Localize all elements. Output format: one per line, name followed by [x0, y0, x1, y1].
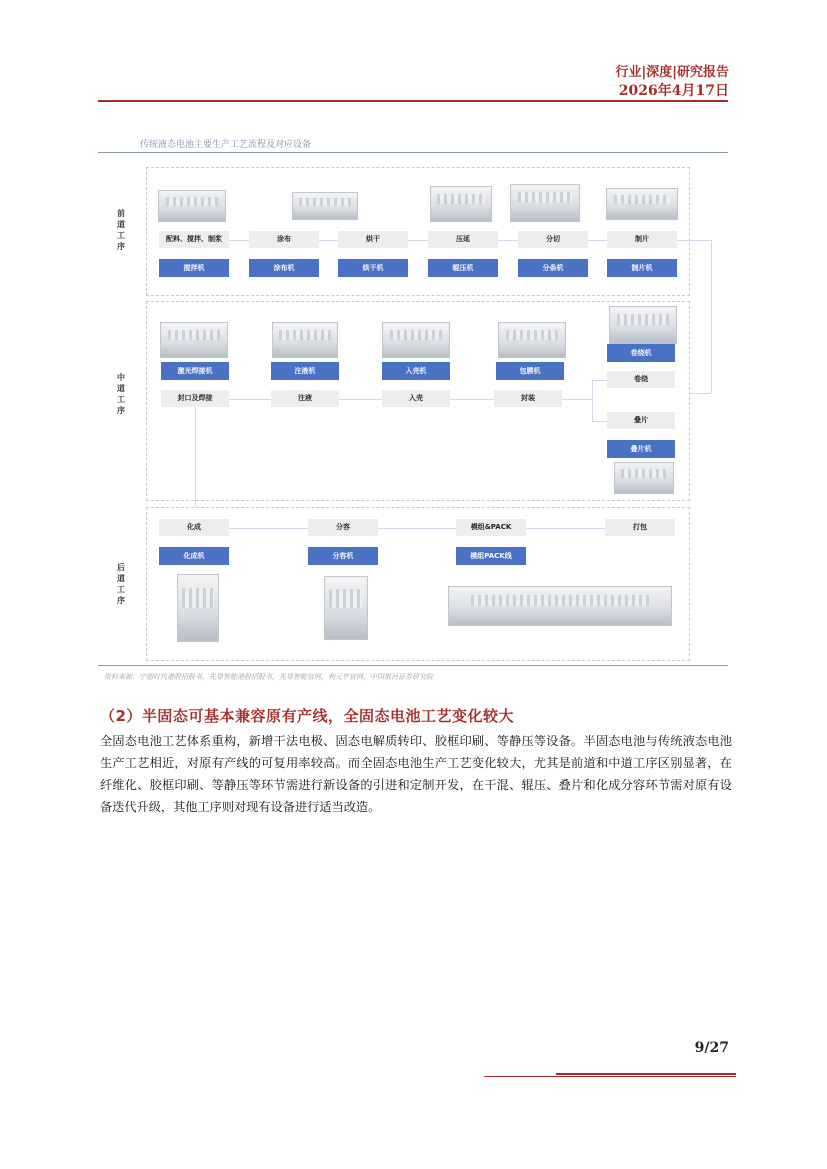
filler-image: [272, 322, 338, 358]
section-title: （2）半固态可基本兼容原有产线，全固态电池工艺变化较大: [100, 707, 514, 725]
back-step-3: 模组&PACK: [456, 519, 526, 536]
middle-step-4: 封装: [494, 390, 562, 407]
footer-rule-thick: [556, 1073, 736, 1075]
back-machine-1: 化成机: [159, 547, 229, 565]
side-machine-2: 叠片机: [607, 440, 675, 458]
side-machine-1: 卷绕机: [607, 344, 675, 362]
side-step-2: 叠片: [607, 412, 675, 429]
front-stage-label: 前道工序: [117, 209, 125, 251]
wrapping-image: [498, 322, 566, 358]
front-arrow: [588, 240, 607, 241]
back-machine-2: 分容机: [308, 547, 378, 565]
front-step-4: 压延: [428, 231, 498, 248]
front-arrow: [229, 240, 249, 241]
back-step-4: 打包: [605, 519, 675, 536]
pack-line-image: [448, 586, 672, 626]
middle-arrow: [339, 399, 382, 400]
back-machine-3: 模组PACK线: [456, 547, 526, 565]
rolling-image: [430, 186, 492, 222]
front-step-6: 制片: [607, 231, 677, 248]
cutter-image: [606, 188, 678, 220]
middle-step-3: 入壳: [382, 390, 450, 407]
middle-machine-1: 激光焊接机: [161, 362, 229, 380]
front-step-1: 配料、搅拌、制浆: [159, 231, 229, 248]
figure-title: 传统液态电池主要生产工艺流程及对应设备: [140, 140, 312, 150]
page-number: 9/27: [694, 1040, 729, 1056]
middle-machine-4: 包膜机: [496, 362, 564, 380]
back-stage-label: 后道工序: [117, 563, 125, 605]
middle-arrow: [592, 380, 593, 421]
middle-step-2: 注液: [271, 390, 339, 407]
report-category: 行业|深度|研究报告: [615, 65, 729, 80]
front-step-2: 涂布: [249, 231, 319, 248]
front-machine-2: 涂布机: [249, 259, 319, 277]
front-step-5: 分切: [518, 231, 588, 248]
middle-stage-label: 中道工序: [117, 373, 125, 415]
header-rule: [98, 100, 728, 102]
footer-rule-thin: [484, 1076, 736, 1077]
mixer-image: [158, 190, 226, 222]
connector-line: [677, 240, 711, 241]
back-arrow: [378, 528, 456, 529]
front-machine-6: 制片机: [607, 259, 677, 277]
middle-arrow: [450, 399, 494, 400]
middle-step-1: 封口及焊接: [161, 390, 229, 407]
report-date: 2026年4月17日: [618, 83, 729, 99]
casing-image: [382, 322, 450, 358]
front-machine-5: 分条机: [518, 259, 588, 277]
middle-machine-2: 注液机: [271, 362, 339, 380]
back-arrow: [526, 528, 605, 529]
stacker-image: [614, 462, 674, 494]
figure-top-rule: [98, 152, 728, 153]
middle-machine-3: 入壳机: [382, 362, 450, 380]
front-arrow: [319, 240, 338, 241]
front-arrow: [498, 240, 518, 241]
section-paragraph: 全固态电池工艺体系重构，新增干法电极、固态电解质转印、胶框印刷、等静压等设备。半固态电池与传统液态电池生产工艺相近，对原有产线的可复用率较高。而全固态电池生产工艺变化较大，尤其是前道和中道工序区别显著，在纤维化、胶框印刷、等静压等环节需进行新设备的引进和定制开发，在干混、辊压、叠片和化成分容环节需对原有设备迭代升级，其他工序则对现有设备进行适当改造。: [100, 734, 732, 814]
connector-line: [711, 240, 712, 393]
front-machine-3: 烘干机: [338, 259, 408, 277]
middle-arrow: [592, 380, 607, 381]
front-arrow: [408, 240, 428, 241]
figure-bottom-rule: [98, 665, 728, 666]
slitter-image: [510, 184, 580, 222]
back-step-2: 分容: [308, 519, 378, 536]
laser-welder-image: [160, 322, 228, 358]
coater-image: [292, 192, 358, 220]
front-machine-1: 搅拌机: [159, 259, 229, 277]
winder-image: [609, 306, 677, 344]
front-machine-4: 辊压机: [428, 259, 498, 277]
middle-arrow: [229, 399, 271, 400]
connector-line: [195, 407, 196, 519]
middle-arrow: [562, 399, 592, 400]
back-arrow: [229, 528, 308, 529]
side-step-1: 卷绕: [607, 371, 675, 388]
middle-arrow: [592, 421, 607, 422]
formation-cabinet-image: [177, 574, 219, 642]
front-step-3: 烘干: [338, 231, 408, 248]
figure-source: 资料来源：宁德时代港股招股书，先导智能港股招股书，先导智能官网，利元亨官网，中国银河证券研究院: [104, 673, 433, 681]
back-step-1: 化成: [159, 519, 229, 536]
grading-cabinet-image: [324, 576, 368, 640]
